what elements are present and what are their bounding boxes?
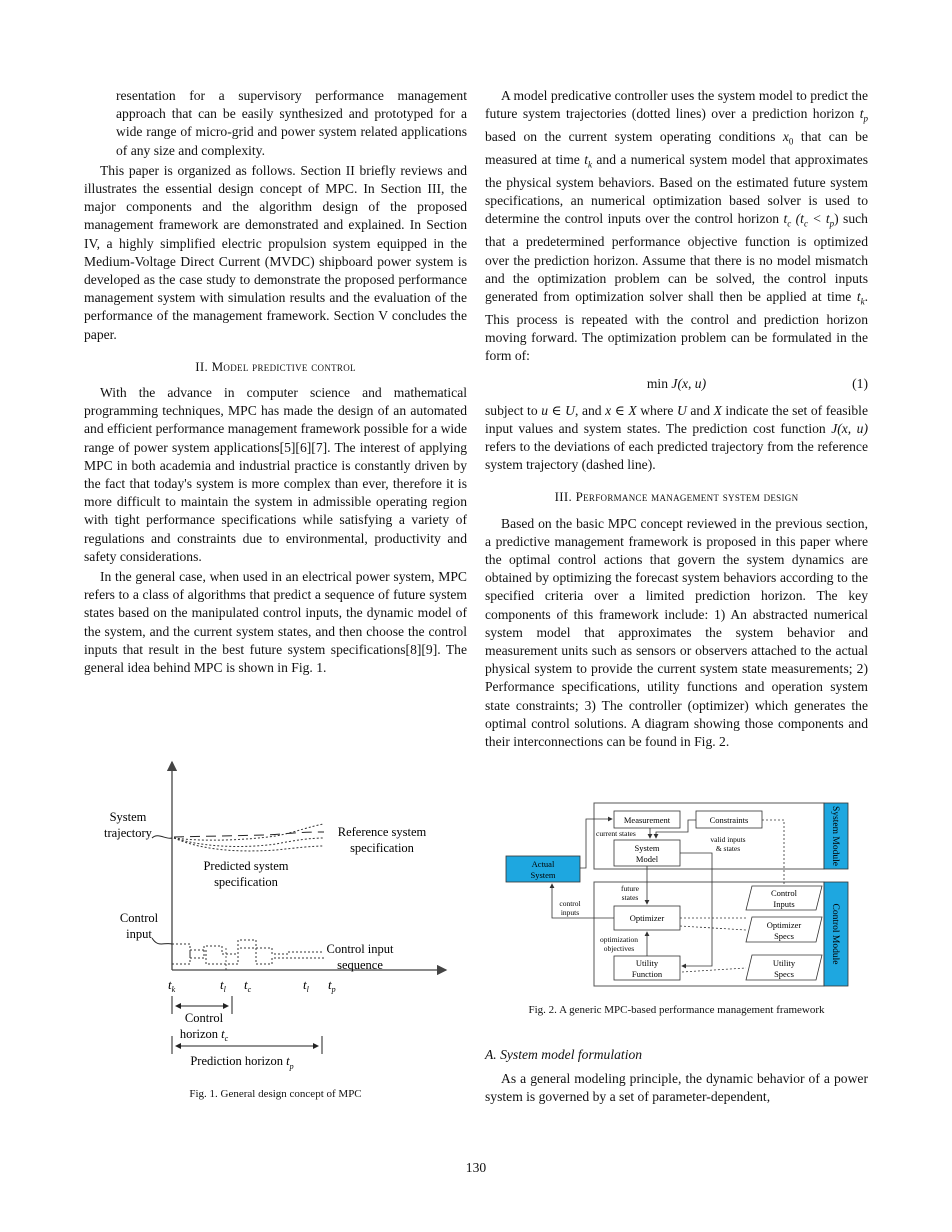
section-2-number: II. (195, 358, 208, 374)
equation-1 (485, 375, 868, 393)
section-2-title: Model predictive control (211, 358, 356, 374)
fig1-control-sequence-1 (172, 940, 324, 958)
fig1-control-input-curve (152, 938, 172, 944)
fig1-prediction-horizon-label: Prediction horizon $t_p$ (190, 1054, 294, 1071)
section-3-heading (485, 488, 868, 506)
subsection-a-heading: A. System model formulation (485, 1047, 643, 1062)
fig1-label-predicted-1: Predicted system (203, 859, 289, 873)
fig1-predicted-line-2 (174, 838, 324, 846)
fig1-system-trajectory (152, 836, 172, 839)
section-2-paragraph-1: With the advance in computer science and mathematical programming techniques, MPC has made the design of an automated and efficient performance management framework possible for a wide range of power system applications[5][6][7]. The interest of applying MPC in both academia and industrial practice is constantly driven by the fact that today's system is more complex than ever, therefore it is more difficult to maintain the system in admissible operating region with tight performance specifications while satisfying a variety of regulations and constraints due to environmental, productivity and safety considerations. (84, 385, 467, 564)
page-number: 130 (465, 1160, 487, 1175)
fig1-control-sequence-2 (172, 948, 324, 964)
fig1-label-system-trajectory-2: trajectory (104, 826, 152, 840)
measurement-label: Measurement (623, 815, 671, 825)
fig1-label-reference-2: specification (350, 841, 414, 855)
right-paragraph-2: subject to u ∈ U, and x ∈ X where U and X indicate the set of feasible input values and system states. The prediction cost function J(x, u) refers to the deviations of each predicted trajectory from the reference system trajectory (dashed line). (485, 402, 869, 473)
equation-min: min (646, 376, 672, 392)
fig2-control-inputs-label-1: control (559, 899, 581, 908)
section-2-paragraph-2: In the general case, when used in an electrical power system, MPC refers to a class of algorithms that predict a sequence of future system states based on the manipulated control inputs, the dynamic model of the system, and the current system states, and then choose the control inputs that result in the best future system specifications[8][9]. The general idea behind MPC is shown in Fig. 1. (84, 569, 467, 676)
optimizer-specs-label-1: Optimizer (766, 920, 802, 930)
utility-specs-label-1: Utility (772, 958, 796, 968)
section-3-title: Performance management system design (575, 489, 799, 505)
fig1-control-horizon-label-1: Control (184, 1011, 224, 1025)
utility-function-label-2: Function (631, 969, 663, 979)
figure-2-mpc-framework (500, 800, 852, 992)
fig1-tick-tl2: $t_l$ (303, 977, 309, 994)
actual-system-label-2: System (530, 870, 556, 880)
fig2-future-states-label-2: states (621, 893, 639, 902)
figure-2-caption: Fig. 2. A generic MPC-based performance management framework (528, 1004, 825, 1016)
organization-paragraph: This paper is organized as follows. Section II briefly reviews and illustrates the essential design concept of MPC. In Section III, the major components and the algorithm design of the proposed management framework are demonstrated and explained. In Section IV, a highly simplified electric propulsion system equipped in the Medium-Voltage Direct Current (MVDC) shipboard power system is developed as the case study to demonstrate the proposed performance management system with simulation results and the evaluation of the performance of the management framework. Section V concludes the paper. (84, 162, 467, 342)
control-module-label: Control Module (830, 903, 840, 965)
section-3-number: III. (554, 489, 573, 505)
constraints-label: Constraints (709, 815, 749, 825)
utility-function-label-1: Utility (635, 958, 659, 968)
system-model-label-1: System (634, 843, 660, 853)
fig1-tick-tk: $t_k$ (168, 977, 176, 994)
fig2-optimization-objectives-label-2: objectives (603, 944, 635, 953)
fig2-optimization-objectives-label-1: optimization (600, 935, 638, 944)
figure-1-caption: Fig. 1. General design concept of MPC (189, 1088, 362, 1100)
fig1-predicted-line-1 (174, 824, 324, 840)
equation-number: (1) (852, 376, 868, 392)
fig2-arrow-actual-to-measurement (580, 819, 612, 868)
fig2-valid-inputs-label-2: & states (715, 844, 741, 853)
equation-J: J (671, 376, 678, 392)
right-column-bottom (485, 1046, 868, 1107)
figure-1-mpc-concept (96, 752, 456, 1072)
right-column (485, 87, 868, 751)
fig1-label-control-seq-1: Control input (326, 942, 394, 956)
system-module-label: System Module (830, 806, 840, 866)
optimizer-specs-label-2: Specs (774, 931, 794, 941)
fig1-label-control-seq-2: sequence (337, 958, 383, 972)
control-inputs-spec-label-1: Control (771, 888, 797, 898)
actual-system-label-1: Actual (531, 859, 555, 869)
section-3-paragraph-1: Based on the basic MPC concept reviewed in the previous section, a predictive management framework is proposed in this paper where the optimal control actions that govern the system dynamics are obtained by optimizing the forecast system behaviors according to the specified criteria over a limited prediction horizon. The key components of this framework include: 1) An abstracted numerical system model that approximates the system behavior and measurement units such as sensors or observers attached to the actual physical system to provide the current system state measurements; 2) Performance specifications, utility functions and operation system state constraints; 3) The controller (optimizer) which generates the optimal control solutions. A diagram showing those components and their interconnections can be found in Fig. 2. (485, 515, 868, 750)
equation-args: (x, u) (677, 376, 707, 392)
intro-continued-paragraph: resentation for a supervisory performance management approach that can be easily synthesized and prototyped for a wide range of micro-grid and power system related applications of any size and complexity. (116, 88, 467, 158)
fig2-dotted-optimizer-specs-link (680, 926, 746, 930)
utility-specs-label-2: Specs (774, 969, 794, 979)
left-column (84, 87, 467, 677)
fig1-tick-tl1: $t_l$ (220, 977, 226, 994)
fig1-label-predicted-2: specification (214, 875, 278, 889)
control-inputs-spec-label-2: Inputs (773, 899, 795, 909)
fig1-label-control-input-1: Control (119, 911, 159, 925)
fig1-tick-tc: $t_c$ (244, 977, 252, 994)
fig2-future-states-label-1: future (621, 884, 639, 893)
system-model-label-2: Model (635, 854, 659, 864)
fig1-control-horizon-label-2: horizon $t_c$ (179, 1027, 229, 1043)
fig2-dotted-utility-specs-link (682, 968, 746, 972)
section-2-heading (84, 358, 467, 376)
fig1-tick-tp: $t_p$ (328, 977, 336, 994)
fig1-label-reference-1: Reference system (337, 825, 427, 839)
fig2-valid-inputs-label-1: valid inputs (710, 835, 746, 844)
subsection-a-paragraph-1: As a general modeling principle, the dynamic behavior of a power system is governed by a set of parameter-dependent, (485, 1071, 868, 1105)
fig2-control-inputs-label-2: inputs (560, 908, 580, 917)
fig2-arrow-model-to-utility (680, 853, 712, 966)
fig1-reference-line (174, 832, 324, 837)
right-paragraph-1: A model predicative controller uses the system model to predict the future system trajectories (dotted lines) over a prediction horizon $t_p$ based on the current system operating conditions $x_0$ that can be measured at time $t_k$ and a numerical system model that approximates the physical system behaviors. Based on the estimated future system specifications, an numerical optimization based solver is used to determine the control inputs over the control horizon $t_c$ $(t_c < t_p)$ such that a predetermined performance objective function is optimized over the prediction horizon. Assume that there is no model mismatch and the optimization problem can be solved, the control inputs generated from optimization solver shall then be applied at time $t_k$. This process is repeated with the control and prediction horizon moving forward. The optimization problem can be formulated in the form of: (485, 88, 868, 364)
fig1-label-system-trajectory-1: System (109, 810, 147, 824)
fig1-label-control-input-2: input (126, 927, 152, 941)
fig2-current-states-label: current states (596, 829, 636, 838)
fig2-dotted-constraints-link (762, 820, 784, 886)
optimizer-label: Optimizer (629, 913, 665, 923)
